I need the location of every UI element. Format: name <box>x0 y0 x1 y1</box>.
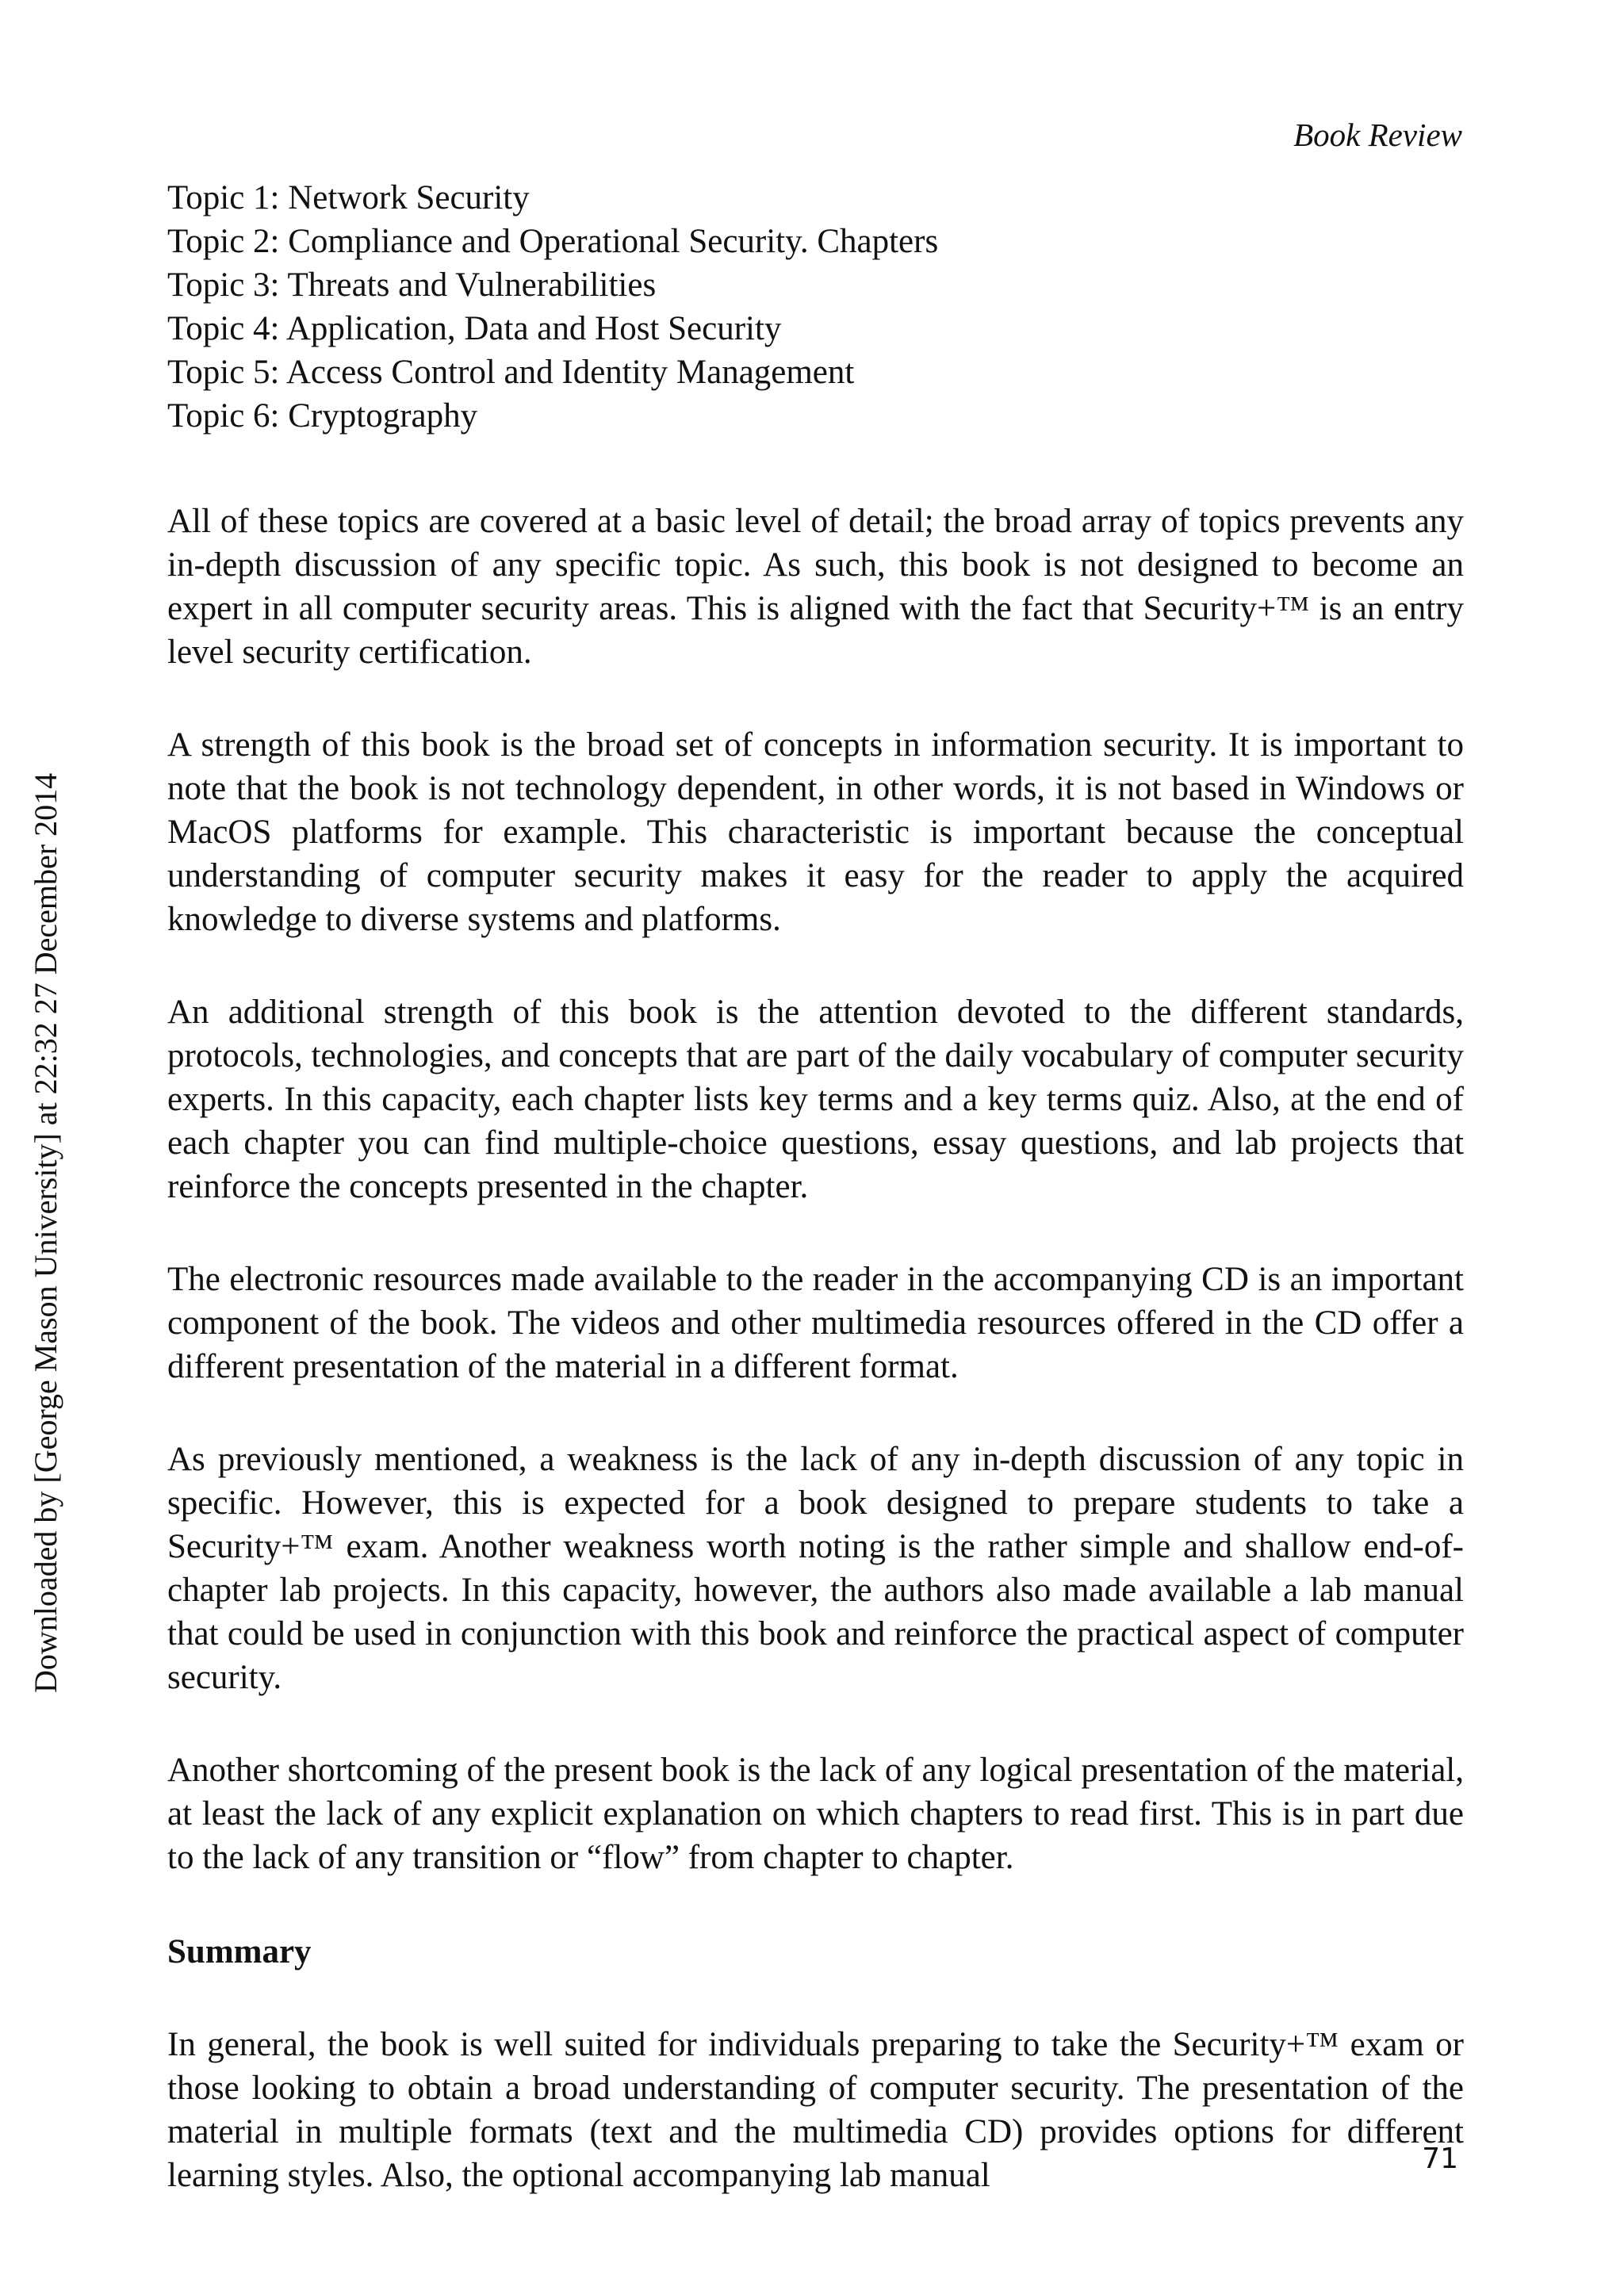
download-watermark: Downloaded by [George Mason University] at 22:32 27 December 2014 <box>28 772 63 1693</box>
summary-heading: Summary <box>167 1933 312 1970</box>
paragraph-coverage: All of these topics are covered at a basic level of detail; the broad array of topics prevents any in-depth discussion of any specific topic. As such, this book is not designed to become an expert in all computer security areas. This is aligned with the fact that Security+™ is an entry level security certification. <box>167 503 1464 671</box>
paragraph-shortcoming: Another shortcoming of the present book is the lack of any logical presentation of the material, at least the lack of any explicit explanation on which chapters to read first. This is in part due to the lack of any transition or “flow” from chapter to chapter. <box>167 1752 1464 1876</box>
page-number: 71 <box>1422 2143 1458 2175</box>
topic-list <box>167 176 1464 438</box>
topic-item: Topic 6: Cryptography <box>167 397 478 435</box>
paragraph-electronic-resources: The electronic resources made available to the reader in the accompanying CD is an important component of the book. The videos and other multimedia resources offered in the CD offer a different presentation of the material in a different format. <box>167 1261 1464 1385</box>
topic-item: Topic 2: Compliance and Operational Security. Chapters <box>167 223 939 260</box>
paragraph-strength-concepts: A strength of this book is the broad set of concepts in information security. It is important to note that the book is not technology dependent, in other words, it is not based in Windows or MacOS platforms for example. This characteristic is important because the conceptual understanding of computer security makes it easy for the reader to apply the acquired knowledge to diverse systems and platforms. <box>167 726 1464 938</box>
running-header: Book Review <box>1293 117 1462 153</box>
paragraph-strength-vocabulary: An additional strength of this book is the attention devoted to the different standards, protocols, technologies, and concepts that are part of the daily vocabulary of computer security experts. In this capacity, each chapter lists key terms and a key terms quiz. Also, at the end of each chapter you can find multiple-choice questions, essay questions, and lab projects that reinforce the concepts presented in the chapter. <box>167 994 1464 1205</box>
topic-item: Topic 5: Access Control and Identity Management <box>167 354 855 391</box>
topic-item: Topic 4: Application, Data and Host Security <box>167 310 782 347</box>
article-body <box>167 176 1464 2197</box>
topic-item: Topic 1: Network Security <box>167 179 530 216</box>
topic-item: Topic 3: Threats and Vulnerabilities <box>167 266 657 304</box>
summary-paragraph: In general, the book is well suited for individuals preparing to take the Security+™ exam or those looking to obtain a broad understanding of computer security. The presentation of the material in multiple formats (text and the multimedia CD) provides options for different learning styles. Also, the optional accompanying lab manual <box>167 2026 1464 2194</box>
paragraph-weakness: As previously mentioned, a weakness is the lack of any in-depth discussion of any topic in specific. However, this is expected for a book designed to prepare students to take a Security+™ exam. Another weakness worth noting is the rather simple and shallow end-of-chapter lab projects. In this capacity, however, the authors also made available a lab manual that could be used in conjunction with this book and reinforce the practical aspect of computer security. <box>167 1441 1464 1696</box>
